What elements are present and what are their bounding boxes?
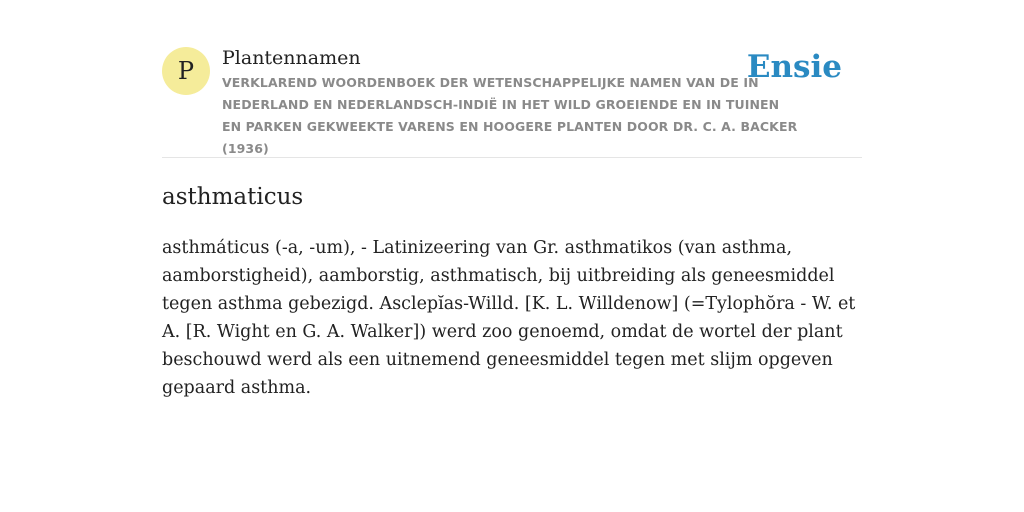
header-divider: [162, 157, 862, 158]
dictionary-subtitle: VERKLAREND WOORDENBOEK DER WETENSCHAPPELIJKE NAMEN VAN DE IN NEDERLAND EN NEDERLANDSCH-INDIË IN HET WILD GROEIENDE EN IN TUINEN EN PARKEN GEKWEEKTE VARENS EN HOOGERE PLANTEN DOOR DR. C. A. BACKER (1936): [222, 75, 798, 156]
ensie-logo-link[interactable]: Ensie: [746, 49, 842, 85]
entry-definition: asthmáticus (-a, -um), - Latinizeering van Gr. asthmatikos (van asthma, aamborstigheid), aamborstig, asthmatisch, bij uitbreiding als geneesmiddel tegen asthma gebezigd. Asclepĭas-Willd. [K. L. Willdenow] (=Tylophŏra - W. et A. [R. Wight en G. A. Walker]) werd zoo genoemd, omdat de wortel der plant beschouwd werd als een uitnemend geneesmiddel tegen met slijm opgeven gepaard asthma.: [162, 238, 856, 398]
dictionary-header: [162, 44, 862, 157]
dictionary-avatar[interactable]: P: [162, 47, 210, 95]
dictionary-title-block: [222, 44, 802, 160]
entry-headword: asthmaticus: [162, 184, 304, 210]
dictionary-title-link[interactable]: Plantennamen: [222, 47, 361, 69]
